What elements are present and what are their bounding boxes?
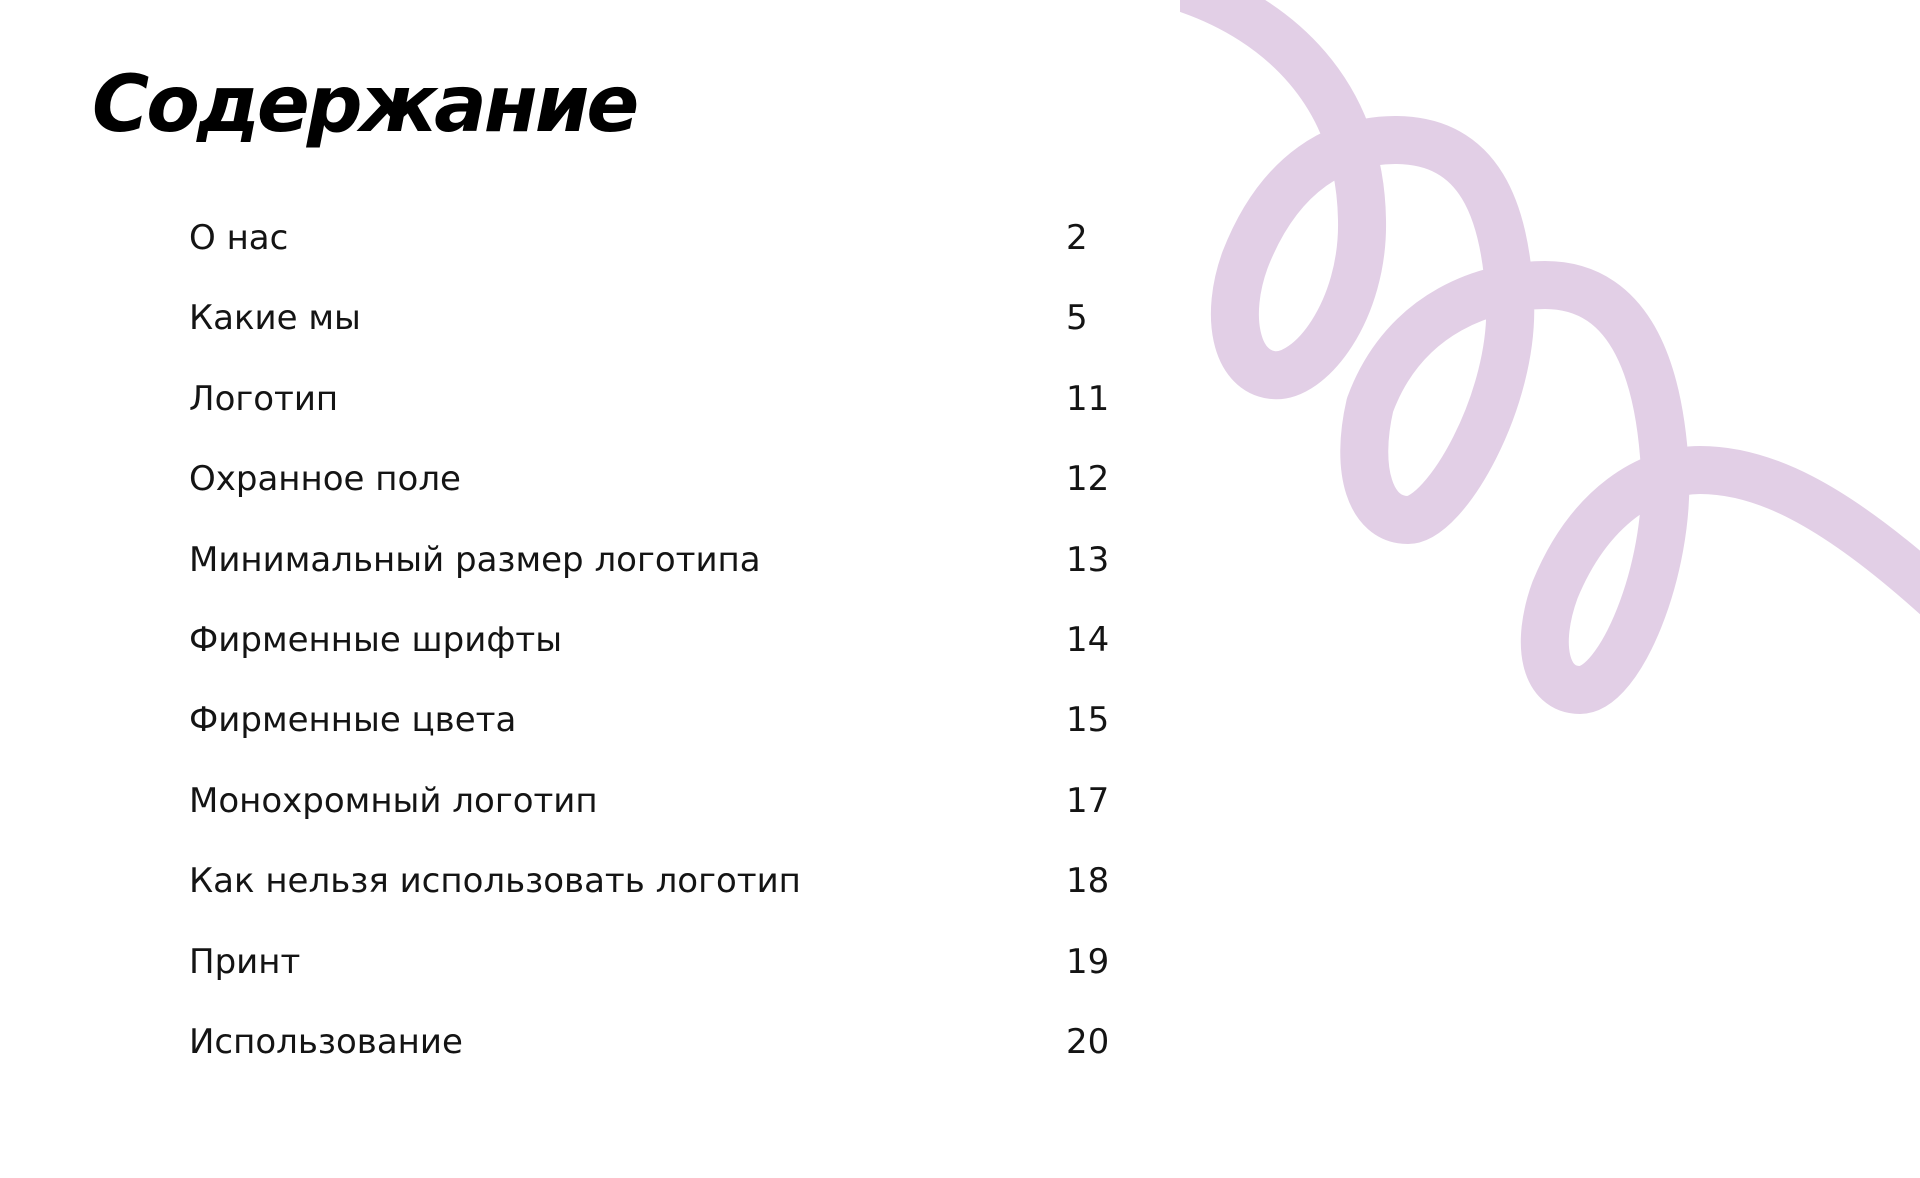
toc-entry[interactable] [189,451,1139,531]
toc-entry-page: 5 [1066,298,1088,339]
toc-entry[interactable] [189,1014,1139,1094]
toc-entry[interactable] [189,853,1139,933]
toc-entry-page: 20 [1066,1021,1110,1062]
toc-entry-label: Монохромный логотип [189,780,598,821]
toc-entry-label: Минимальный размер логотипа [189,539,761,580]
spiral-decoration [1180,0,1920,760]
table-of-contents [189,210,1139,1094]
toc-entry-label: Фирменные шрифты [189,619,563,660]
toc-entry-label: Принт [189,941,301,982]
toc-entry[interactable] [189,692,1139,772]
toc-entry[interactable] [189,773,1139,853]
toc-entry-label: Использование [189,1021,463,1062]
toc-entry-page: 15 [1066,700,1110,741]
toc-entry-page: 14 [1066,619,1110,660]
toc-entry-label: Как нельзя использовать логотип [189,861,801,902]
toc-entry-label: Какие мы [189,298,361,339]
toc-entry-page: 19 [1066,941,1110,982]
page-title: Содержание [92,60,637,150]
toc-entry-label: Логотип [189,378,339,419]
toc-entry[interactable] [189,371,1139,451]
toc-entry[interactable] [189,290,1139,370]
toc-entry-page: 12 [1066,459,1110,500]
toc-entry-page: 11 [1066,378,1110,419]
toc-entry-label: Охранное поле [189,459,461,500]
toc-entry-label: О нас [189,218,289,258]
toc-entry[interactable] [189,532,1139,612]
toc-entry[interactable] [189,934,1139,1014]
toc-entry-page: 18 [1066,861,1110,902]
toc-entry[interactable] [189,210,1139,290]
toc-entry-page: 13 [1066,539,1110,580]
toc-entry-page: 17 [1066,780,1110,821]
toc-entry-page: 2 [1066,218,1088,258]
toc-entry[interactable] [189,612,1139,692]
toc-entry-label: Фирменные цвета [189,700,517,741]
spiral-stroke [1190,0,1920,690]
